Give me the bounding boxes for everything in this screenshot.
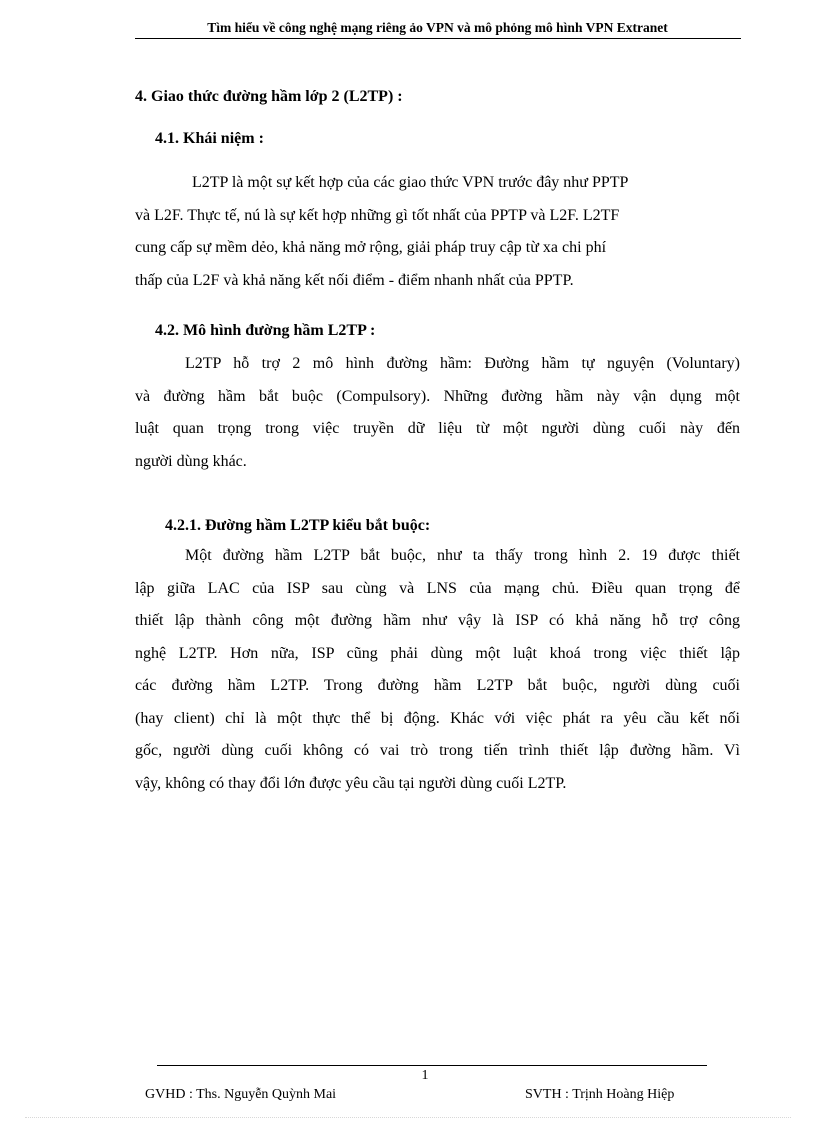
paragraph-line: các đường hầm L2TP. Trong đường hầm L2TP bắt buộc, người dùng cuối — [135, 677, 740, 694]
paragraph-line: nghệ L2TP. Hơn nữa, ISP cũng phải dùng một luật khoá trong việc thiết lập — [135, 644, 740, 662]
running-header: Tìm hiểu về công nghệ mạng riêng ảo VPN và mô phỏng mô hình VPN Extranet — [207, 20, 668, 35]
section-heading-4-2-1: 4.2.1. Đường hầm L2TP kiểu bắt buộc: — [165, 517, 431, 534]
paragraph-line: vậy, không có thay đổi lớn được yêu cầu tại người dùng cuối L2TP. — [135, 774, 567, 792]
paragraph-line: và L2F. Thực tế, nú là sự kết hợp những gì tốt nhất của PPTP và L2F. L2TF — [135, 206, 620, 224]
paragraph-line: và đường hầm bắt buộc (Compulsory). Những đường hầm này vận dụng một — [135, 387, 740, 405]
header-rule — [135, 38, 741, 39]
paragraph-4-2-1 — [135, 540, 740, 800]
footer-student: SVTH : Trịnh Hoàng Hiệp — [525, 1087, 675, 1102]
page-number: 1 — [421, 1068, 429, 1083]
paragraph-line: Một đường hầm L2TP bắt buộc, như ta thấy trong hình 2. 19 được thiết — [185, 547, 740, 564]
paragraph-line: L2TP là một sự kết hợp của các giao thức VPN trước đây như PPTP — [192, 174, 629, 191]
paragraph-line: người dùng khác. — [135, 452, 247, 470]
paragraph-line: (hay client) chỉ là một thực thể bị động. Khác với việc phát ra yêu cầu kết nối — [135, 709, 740, 727]
footer-rule — [157, 1065, 707, 1066]
paragraph-line: cung cấp sự mềm dẻo, khả năng mở rộng, giải pháp truy cập từ xa chi phí — [135, 239, 607, 256]
paragraph-line: thiết lập thành công một đường hầm như vậy là ISP có khả năng hỗ trợ công — [135, 612, 740, 629]
paragraph-line: thấp của L2F và khả năng kết nối điểm - điểm nhanh nhất của PPTP. — [135, 271, 574, 289]
section-heading-4: 4. Giao thức đường hầm lớp 2 (L2TP) : — [135, 88, 403, 105]
paragraph-4-1 — [135, 167, 695, 297]
paragraph-line: luật quan trọng trong việc truyền dữ liệu từ một người dùng cuối này đến — [135, 420, 740, 437]
paragraph-line: gốc, người dùng cuối không có vai trò trong tiến trình thiết lập đường hầm. Vì — [135, 742, 740, 759]
section-heading-4-2: 4.2. Mô hình đường hầm L2TP : — [155, 322, 376, 339]
paragraph-4-2 — [135, 348, 740, 478]
footer-advisor: GVHD : Ths. Nguyễn Quỳnh Mai — [145, 1087, 337, 1102]
paragraph-line: L2TP hỗ trợ 2 mô hình đường hầm: Đường hầm tự nguyện (Voluntary) — [185, 355, 740, 372]
section-heading-4-1: 4.1. Khái niệm : — [155, 130, 264, 147]
bottom-divider — [25, 1117, 791, 1118]
paragraph-line: lập giữa LAC của ISP sau cùng và LNS của mạng chủ. Điều quan trọng để — [135, 579, 740, 597]
